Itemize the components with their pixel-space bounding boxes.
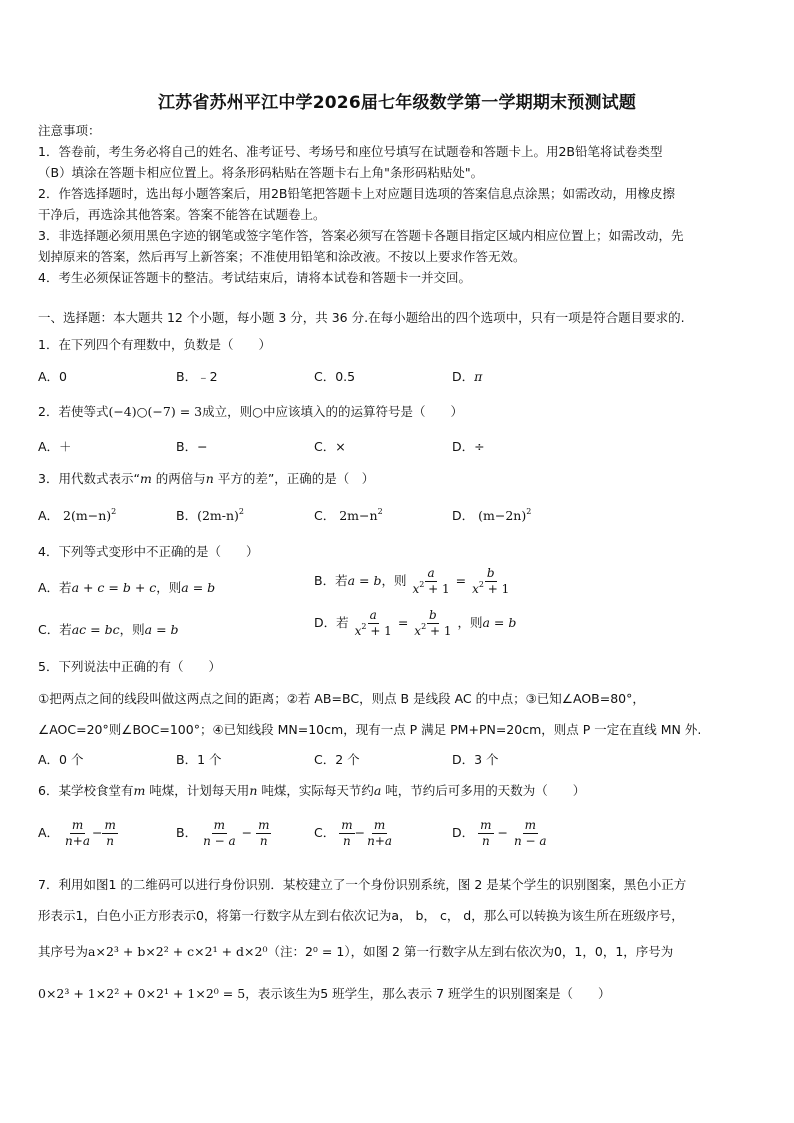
q1-option-b: B．﹣2	[176, 369, 218, 384]
q6-option-d: D． $\frac{m}{n}$ − $\frac{m}{n - a}$	[452, 818, 547, 848]
fraction: $\frac{m}{n}$	[104, 818, 116, 848]
notice-heading: 注意事项：	[38, 123, 101, 138]
q1-option-c: C．0.5	[314, 369, 356, 384]
q2-option-c: C．×	[314, 439, 346, 454]
q4-option-a: A．若a + c = b + c，则a = b	[38, 580, 216, 595]
question-4-stem: 4．下列等式变形中不正确的是（ ）	[38, 544, 259, 559]
q2-option-a: A．＋	[38, 439, 72, 454]
notice-line-2: （B）填涂在答题卡相应位置上。将条形码粘贴在答题卡右上角"条形码粘贴处"。	[38, 165, 484, 180]
q6-option-b: B． $\frac{m}{n - a}$ − $\frac{m}{n}$	[176, 818, 270, 848]
notice-line-4: 干净后，再选涂其他答案。答案不能答在试题卷上。	[38, 207, 326, 222]
question-2-stem: 2．若使等式(−4)○(−7) = 3成立，则○中应该填入的的运算符号是（ ）	[38, 404, 464, 419]
page-title: 江苏省苏州平江中学2026届七年级数学第一学期期末预测试题	[157, 93, 637, 113]
fraction: $\frac{m}{n}$	[480, 818, 492, 848]
q1-option-d: D．π	[452, 369, 483, 384]
q6-option-a: A． $\frac{m}{n+a}$ − $\frac{m}{n}$	[38, 818, 116, 848]
fraction: $\frac{m}{n}$	[258, 818, 270, 848]
question-7-line-1: 7．利用如图1 的二维码可以进行身份识别．某校建立了一个身份识别系统，图 2 是某个学生的识别图案，黑色小正方	[38, 877, 687, 892]
fraction: $\frac{a}{x^2 + 1}$	[412, 566, 450, 596]
question-7-line-2: 形表示1，白色小正方形表示0，将第一行数字从左到右依次记为a， b， c， d，那么可以转换为该生所在班级序号，	[38, 908, 684, 923]
notice-line-7: 4．考生必须保证答题卡的整洁。考试结束后，请将本试卷和答题卡一并交回。	[38, 270, 471, 285]
notice-line-5: 3．非选择题必须用黑色字迹的钢笔或签字笔作答，答案必须写在答题卡各题目指定区域内相应位置上；如需改动，先	[38, 228, 684, 243]
question-1-stem: 1．在下列四个有理数中，负数是（ ）	[38, 337, 271, 352]
q6-option-c: C． $\frac{m}{n}$ − $\frac{m}{n+a}$	[314, 818, 393, 848]
q5-line-2: ∠AOC=20°则∠BOC=100°；④已知线段 MN=10cm，现有一点 P 满足 PM+PN=20cm，则点 P 一定在直线 MN 外.	[38, 722, 702, 737]
fraction: $\frac{a}{x^2 + 1}$	[354, 608, 392, 638]
q3-option-d: D． $(m-2n)^2$	[452, 507, 532, 523]
q4-option-d: D．若 $\frac{a}{x^2 + 1}$ = $\frac{b}{x^2 + 1}$ ，则a = b	[314, 608, 517, 638]
section-heading: 一、选择题：本大题共 12 个小题，每小题 3 分，共 36 分.在每小题给出的四个选项中，只有一项是符合题目要求的.	[38, 310, 685, 325]
question-7-line-3: 其序号为a×2³ + b×2² + c×2¹ + d×2⁰（注：2⁰ = 1），如图 2 第一行数字从左到右依次为0，1，0，1，序号为	[38, 944, 674, 959]
q3-option-a: A． $2(m-n)^2$	[38, 507, 117, 523]
fraction: $\frac{m}{n+a}$	[65, 818, 90, 848]
question-3-stem: 3．用代数式表示“m 的两倍与n 平方的差”，正确的是（ ）	[38, 471, 375, 486]
question-6-stem: 6．某学校食堂有m 吨煤，计划每天用n 吨煤，实际每天节约a 吨，节约后可多用的天数为（ ）	[38, 783, 586, 798]
notice-line-3: 2．作答选择题时，选出每小题答案后，用2B铅笔把答题卡上对应题目选项的答案信息点涂黑；如需改动，用橡皮擦	[38, 186, 675, 201]
q2-option-d: D．÷	[452, 439, 485, 454]
q3-option-c: C． $2m-n^2$	[314, 507, 383, 523]
q5-option-d: D．3 个	[452, 752, 499, 767]
q5-option-b: B．1 个	[176, 752, 222, 767]
q5-option-c: C．2 个	[314, 752, 360, 767]
question-7-line-4: 0×2³ + 1×2² + 0×2¹ + 1×2⁰ = 5，表示该生为5 班学生，那么表示 7 班学生的识别图案是（ ）	[38, 986, 611, 1001]
fraction: $\frac{b}{x^2 + 1}$	[414, 608, 452, 638]
fraction: $\frac{b}{x^2 + 1}$	[472, 566, 510, 596]
q2-option-b: B．−	[176, 439, 208, 454]
fraction: $\frac{m}{n - a}$	[203, 818, 236, 848]
q4-option-c: C．若ac = bc，则a = b	[38, 622, 179, 637]
fraction: $\frac{m}{n - a}$	[513, 818, 547, 848]
q4-option-b: B．若a = b，则 $\frac{a}{x^2 + 1}$ = $\frac{b}{x^2 + 1}$	[314, 566, 510, 596]
notice-line-1: 1．答卷前，考生务必将自己的姓名、准考证号、考场号和座位号填写在试题卷和答题卡上。用2B铅笔将试卷类型	[38, 144, 663, 159]
q3-option-b: B．$(2m-n)^2$	[176, 507, 245, 523]
fraction: $\frac{m}{n}$	[341, 818, 353, 848]
fraction: $\frac{m}{n+a}$	[367, 818, 393, 848]
q5-option-a: A．0 个	[38, 752, 84, 767]
q5-line-1: ①把两点之间的线段叫做这两点之间的距离；②若 AB=BC，则点 B 是线段 AC 的中点；③已知∠AOB=80°，	[38, 691, 645, 706]
question-5-stem: 5．下列说法中正确的有（ ）	[38, 659, 221, 674]
notice-line-6: 划掉原来的答案，然后再写上新答案；不准使用铅笔和涂改液。不按以上要求作答无效。	[38, 249, 526, 264]
q1-option-a: A．0	[38, 369, 68, 384]
